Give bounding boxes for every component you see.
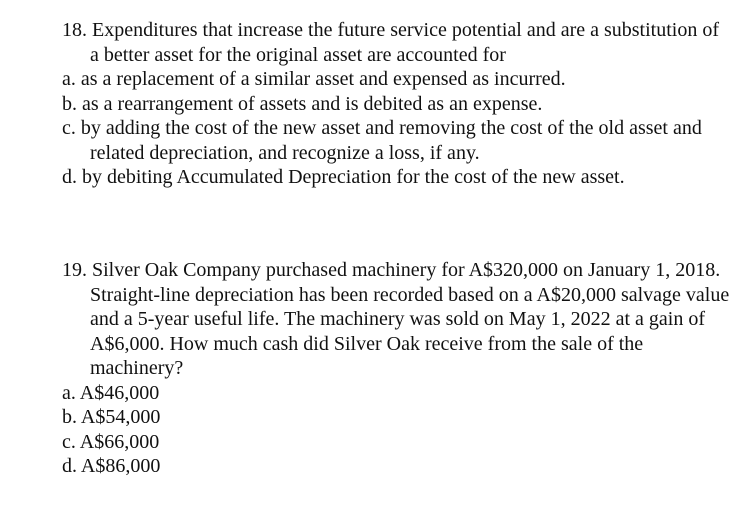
question-stem: 18. Expenditures that increase the future service potential and are a substitution of a better asset for the original asset are accounted for [62, 19, 720, 66]
answer-option-c: c. by adding the cost of the new asset and removing the cost of the old asset and related depreciation, and recognize a loss, if any. [62, 117, 702, 164]
answer-option-b: b. A$54,000 [62, 406, 161, 428]
question-19 [62, 258, 730, 479]
answer-option-d: d. A$86,000 [62, 455, 161, 477]
answer-option-a: a. A$46,000 [62, 381, 160, 404]
answer-option-a: a. as a replacement of a similar asset and expensed as incurred. [62, 68, 566, 90]
question-18 [62, 18, 722, 190]
question-stem: 19. Silver Oak Company purchased machinery for A$320,000 on January 1, 2018. Straight-line depreciation has been recorded based on a A$20,000 salvage value and a 5-year useful life. The machinery was sold on May 1, 2022 at a gain of A$6,000. How much cash did Silver Oak receive from the sale of the machinery? [62, 259, 730, 379]
answer-option-b: b. as a rearrangement of assets and is debited as an expense. [62, 92, 543, 115]
answer-option-d: d. by debiting Accumulated Depreciation for the cost of the new asset. [62, 166, 625, 188]
answer-option-c: c. A$66,000 [62, 430, 160, 453]
